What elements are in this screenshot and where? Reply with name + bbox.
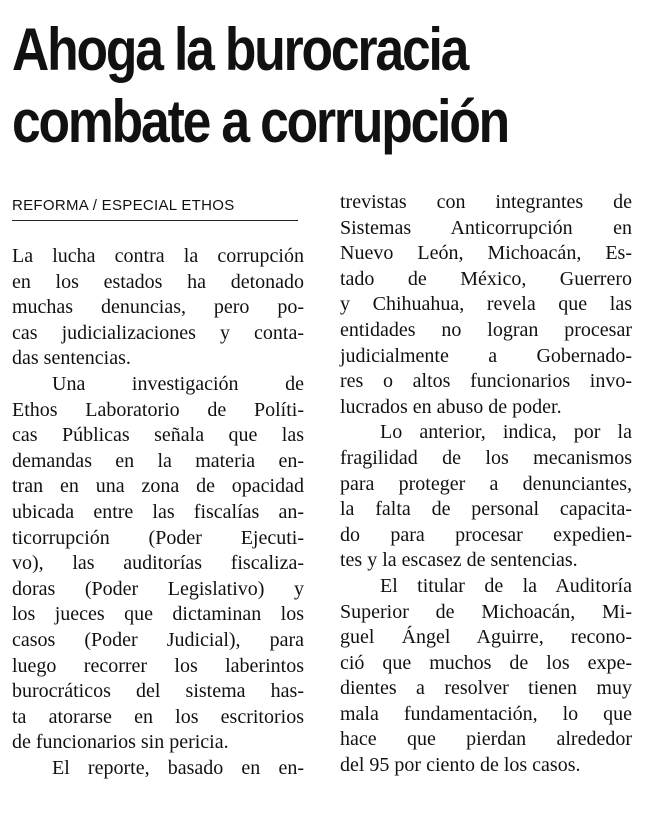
text-line: lucrados en abuso de poder. xyxy=(340,395,562,418)
text-line: la falta de personal capacita- xyxy=(340,498,632,521)
text-line: tado de México, Guerrero xyxy=(340,267,632,290)
text-line: guel Ángel Aguirre, recono- xyxy=(340,626,632,649)
text-line: ció que muchos de los expe- xyxy=(340,651,632,674)
text-line: cas judicializaciones y conta- xyxy=(12,321,304,344)
text-line: das sentencias. xyxy=(12,347,131,370)
text-line: El titular de la Auditoría xyxy=(380,574,632,597)
text-line: tes y la escasez de sentencias. xyxy=(340,549,578,572)
article-column-left xyxy=(12,244,304,781)
headline-line-1: Ahoga la burocracia xyxy=(12,16,468,83)
text-line: para proteger a denunciantes, xyxy=(340,472,632,495)
text-line: Ethos Laboratorio de Políti- xyxy=(12,398,304,421)
text-line: Una investigación de xyxy=(52,372,304,395)
text-line: cas Públicas señala que las xyxy=(12,424,304,447)
text-line: do para procesar expedien- xyxy=(340,523,632,546)
headline-line-2: combate a corrupción xyxy=(12,88,509,155)
text-line: en los estados ha detonado xyxy=(12,270,304,293)
text-line: doras (Poder Legislativo) y xyxy=(12,577,304,600)
text-line: los jueces que dictaminan los xyxy=(12,603,304,626)
text-line: trevistas con integrantes de xyxy=(340,191,632,213)
text-line: Lo anterior, indica, por la xyxy=(380,421,632,444)
text-line: fragilidad de los mecanismos xyxy=(340,446,632,469)
text-line: Superior de Michoacán, Mi- xyxy=(340,600,632,623)
text-line: entidades no logran procesar xyxy=(340,318,632,341)
text-line: demandas en la materia en- xyxy=(12,449,304,472)
text-line: casos (Poder Judicial), para xyxy=(12,628,304,651)
text-line: Sistemas Anticorrupción en xyxy=(340,216,632,239)
text-line: ticorrupción (Poder Ejecuti- xyxy=(12,526,304,549)
text-line: muchas denuncias, pero po- xyxy=(12,296,304,319)
text-line: de funcionarios sin pericia. xyxy=(12,731,229,754)
text-line: El reporte, basado en en- xyxy=(52,756,304,779)
text-line: La lucha contra la corrupción xyxy=(12,245,304,267)
text-line: vo), las auditorías fiscaliza- xyxy=(12,552,304,575)
article-column-right xyxy=(340,190,632,779)
text-line: burocráticos del sistema has- xyxy=(12,680,304,703)
text-line: y Chihuahua, revela que las xyxy=(340,293,632,316)
text-line: Nuevo León, Michoacán, Es- xyxy=(340,242,632,265)
text-line: tran en una zona de opacidad xyxy=(12,475,304,498)
text-line: dientes a resolver tienen muy xyxy=(340,677,632,700)
text-line: luego recorrer los laberintos xyxy=(12,654,304,677)
text-line: del 95 por ciento de los casos. xyxy=(340,754,581,777)
text-line: ta atorarse en los escritorios xyxy=(12,705,304,728)
text-line: judicialmente a Gobernado- xyxy=(340,344,632,367)
text-line: mala fundamentación, lo que xyxy=(340,702,632,725)
headline xyxy=(12,14,554,158)
byline: REFORMA / ESPECIAL ETHOS xyxy=(12,196,298,221)
text-line: res o altos funcionarios invo- xyxy=(340,370,632,393)
text-line: ubicada entre las fiscalías an- xyxy=(12,500,304,523)
text-line: hace que pierdan alrededor xyxy=(340,728,632,751)
